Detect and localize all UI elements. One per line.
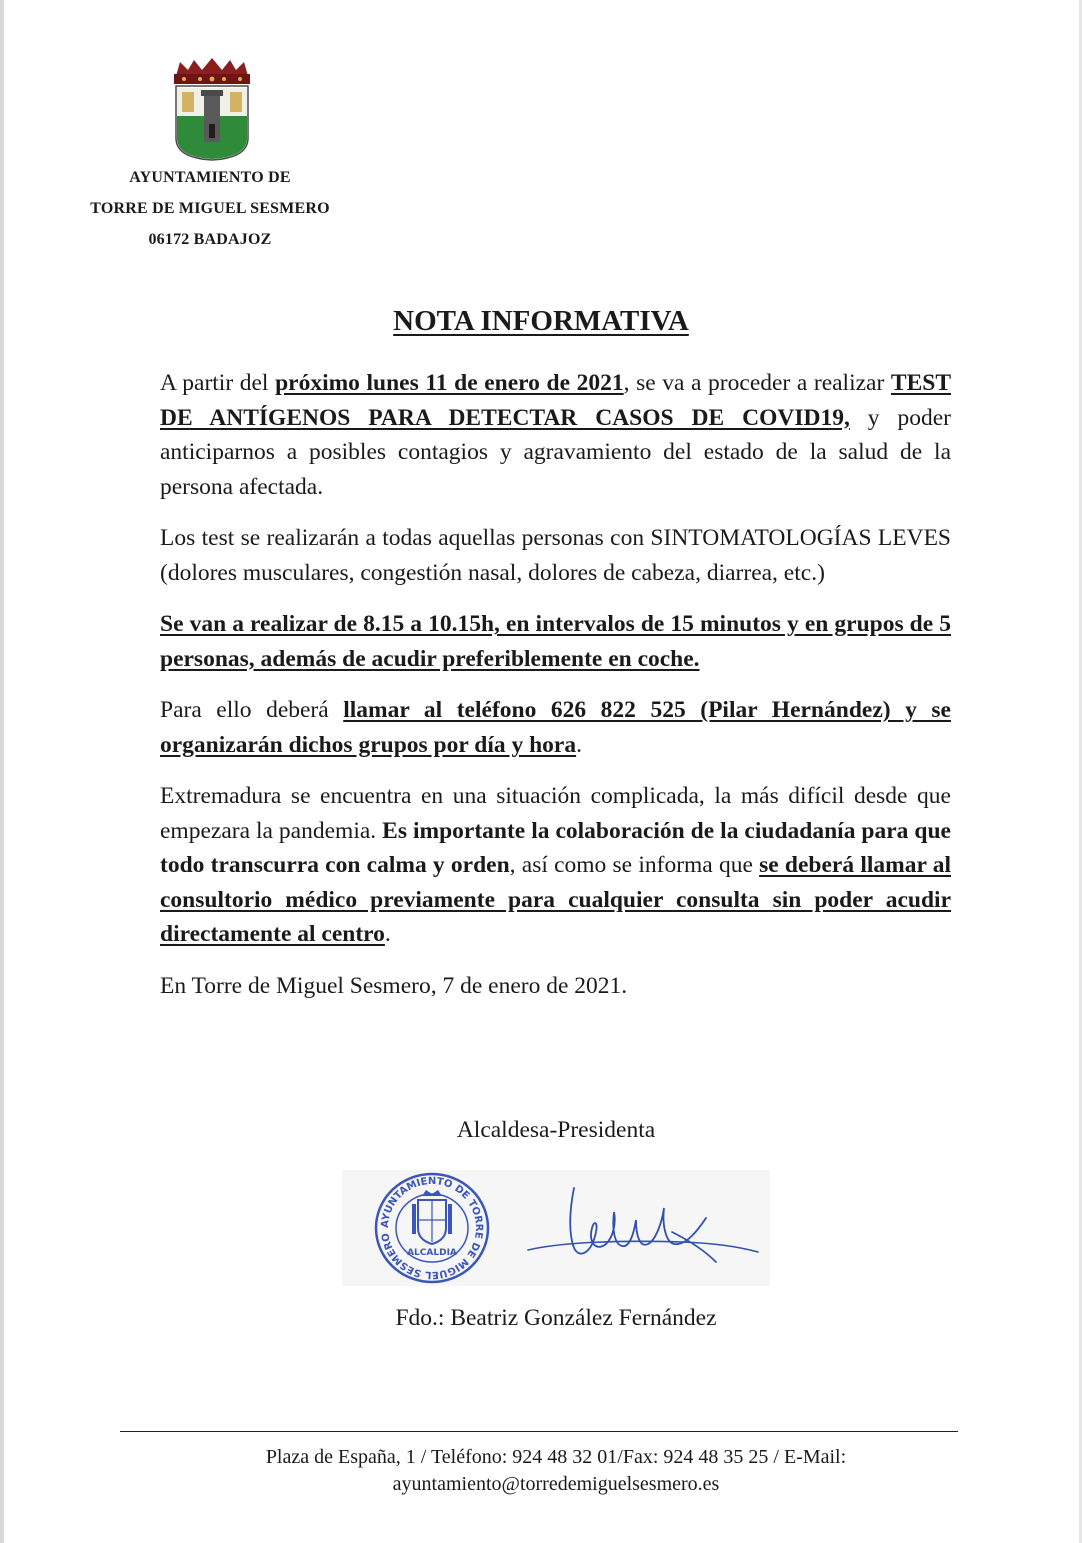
document-body (160, 366, 951, 1003)
letterhead (60, 58, 360, 255)
text-run: y poder anticiparnos a posibles contagios y agravamiento del estado de la salud de la persona afectada. (160, 404, 951, 500)
text-run: . (576, 731, 582, 758)
antigen-test-emphasis: TEST DE ANTÍGENOS PARA DETECTAR CASOS DE COVID19, (160, 370, 951, 431)
start-date-emphasis: próximo lunes 11 de enero de 2021 (275, 370, 624, 396)
paragraph-place-date: En Torre de Miguel Sesmero, 7 de enero de 2021. (160, 972, 628, 999)
seal-center-text: ALCALDIA (407, 1248, 457, 1258)
collaboration-emphasis: Es importante la colaboración de la ciudadanía para que todo transcurra con calma y orden (160, 817, 951, 878)
document-title: NOTA INFORMATIVA (393, 305, 689, 337)
mayor-office-seal-icon (370, 1170, 494, 1286)
paragraph-test-announcement (160, 366, 951, 504)
text-run: Extremadura se encuentra en una situación complicada, la más difícil desde que empezara la pandemia. (160, 783, 951, 844)
handwritten-signature-icon (522, 1182, 762, 1277)
text-run: , así como se informa que (509, 852, 760, 878)
org-name-line-2: TORRE DE MIGUEL SESMERO (90, 200, 330, 217)
phone-booking-emphasis: llamar al teléfono 626 822 525 (Pilar Hernández) y se organizarán dichos grupos por día y hora (160, 697, 951, 758)
municipal-coat-of-arms-icon (170, 58, 254, 162)
signatory-role: Alcaldesa-Presidenta (456, 1117, 656, 1143)
footer-contact (0, 1444, 1082, 1498)
footer-address-phone: Plaza de España, 1 / Teléfono: 924 48 32 01/Fax: 924 48 35 25 / E-Mail: (265, 1446, 847, 1468)
paragraph-schedule: Se van a realizar de 8.15 a 10.15h, en intervalos de 15 minutos y en grupos de 5 personas, además de acudir preferiblemente en coche. (160, 611, 951, 672)
text-run: A partir del (160, 370, 276, 396)
text-run: , se va a proceder a realizar (623, 370, 891, 396)
signer-name: Fdo.: Beatriz González Fernández (395, 1305, 717, 1331)
seal-ring-text: AYUNTAMIENTO DE TORRE DE MIGUEL SESMERO (379, 1175, 485, 1281)
paragraph-situation (160, 779, 951, 952)
paragraph-symptoms: Los test se realizarán a todas aquellas personas con SINTOMATOLOGÍAS LEVES (dolores musculares, congestión nasal, dolores de cabeza, diarrea, etc.) (160, 525, 951, 586)
org-name-line-1: AYUNTAMIENTO DE (129, 169, 291, 186)
paragraph-phone-booking (160, 693, 951, 762)
org-postal-line: 06172 BADAJOZ (148, 231, 272, 248)
signature-area (342, 1170, 770, 1286)
clinic-call-emphasis: se deberá llamar al consultorio médico previamente para cualquier consulta sin poder acudir directamente al centro (160, 852, 951, 947)
text-run: Para ello deberá (160, 697, 344, 723)
footer-email: ayuntamiento@torredemiguelsesmero.es (392, 1473, 720, 1495)
footer-divider (120, 1431, 958, 1432)
text-run: . (384, 921, 391, 947)
